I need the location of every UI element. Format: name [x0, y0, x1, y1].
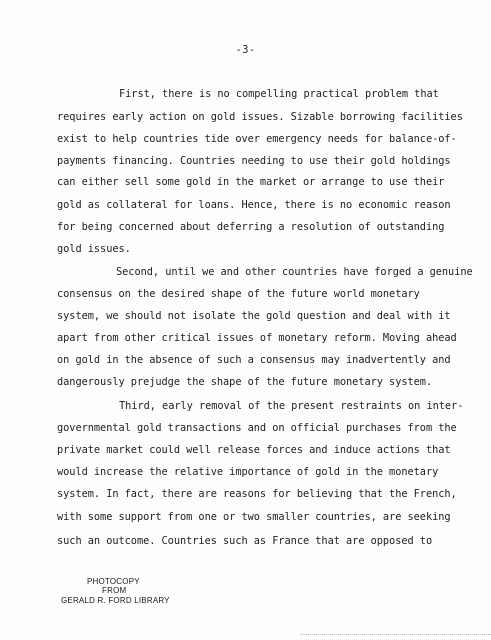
paragraph-2-line-3: system, we should not isolate the gold question and deal with it — [57, 310, 451, 322]
paragraph-3-line-5: system. In fact, there are reasons for believing that the French, — [57, 488, 457, 500]
library-stamp-line-3: GERALD R. FORD LIBRARY — [61, 596, 170, 605]
paragraph-1-line-8: gold issues. — [57, 243, 131, 255]
library-stamp-line-2: FROM — [102, 586, 127, 595]
paragraph-1-line-2: requires early action on gold issues. Sizable borrowing facilities — [57, 111, 463, 123]
scan-edge-mark — [300, 634, 491, 635]
library-stamp-line-1: PHOTOCOPY — [87, 577, 140, 586]
paragraph-3-line-1: Third, early removal of the present restraints on inter- — [119, 400, 464, 412]
paragraph-2-line-6: dangerously prejudge the shape of the future monetary system. — [57, 376, 433, 388]
paragraph-2-line-5: on gold in the absence of such a consensus may inadvertently and — [57, 354, 451, 366]
paragraph-1-line-3: exist to help countries tide over emergency needs for balance-of- — [57, 133, 457, 145]
paragraph-1-line-4: payments financing. Countries needing to use their gold holdings — [57, 155, 451, 167]
paragraph-2-line-2: consensus on the desired shape of the future world monetary — [57, 288, 420, 300]
page-number: -3- — [235, 44, 256, 56]
paragraph-3-line-2: governmental gold transactions and on official purchases from the — [57, 422, 457, 434]
paragraph-1-line-1: First, there is no compelling practical problem that — [119, 88, 439, 100]
paragraph-2-line-4: apart from other critical issues of monetary reform. Moving ahead — [57, 332, 457, 344]
paragraph-2-line-1: Second, until we and other countries have forged a genuine — [116, 266, 473, 278]
paragraph-3-line-7: such an outcome. Countries such as France that are opposed to — [57, 535, 433, 547]
paragraph-1-line-7: for being concerned about deferring a resolution of outstanding — [57, 221, 445, 233]
paragraph-3-line-6: with some support from one or two smaller countries, are seeking — [57, 511, 451, 523]
paragraph-1-line-6: gold as collateral for loans. Hence, there is no economic reason — [57, 199, 451, 211]
paragraph-1-line-5: can either sell some gold in the market or arrange to use their — [57, 176, 445, 188]
paragraph-3-line-4: would increase the relative importance of gold in the monetary — [57, 466, 439, 478]
paragraph-3-line-3: private market could well release forces and induce actions that — [57, 444, 451, 456]
